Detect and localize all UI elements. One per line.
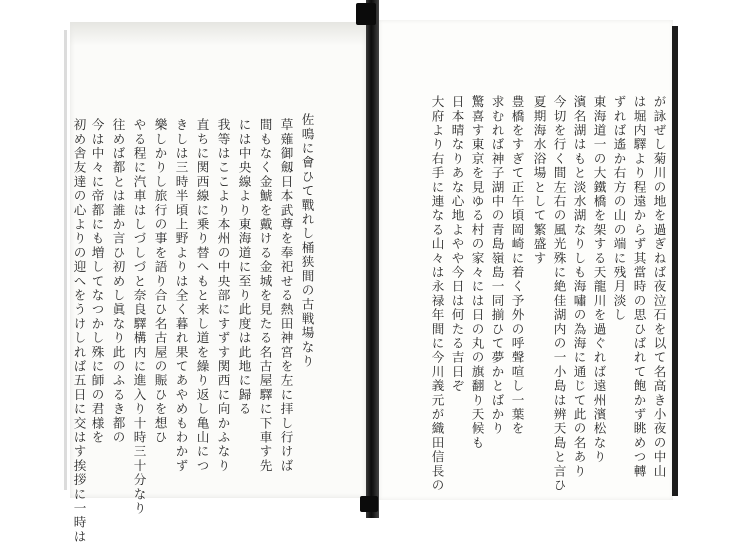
- left-page-column: 我等はここより本州の中央部にすずす関西に向かふなり: [215, 118, 231, 473]
- left-page-top-shadow: [70, 22, 366, 46]
- right-page-column: 濱名湖はもと淡水湖なりしも海嘯の為海に通じて此の名あり: [571, 95, 587, 479]
- left-page-column: 樂しかりし旅行の事を語り合ひ名古屋の賑ひを想ひ: [152, 118, 168, 445]
- right-page-column: が詠ぜし菊川の地を過ぎねば夜泣石を以て名高き小夜の中山: [651, 95, 667, 479]
- left-page-edge: [64, 30, 67, 490]
- left-page-column: 今は中々に帝都にも増してなつかし殊に師の君様を: [89, 118, 105, 445]
- right-page: [379, 20, 673, 500]
- left-page-column: には中央線より東海道に至り此度は此地に歸る: [236, 118, 252, 417]
- book-spine: [366, 0, 379, 518]
- spine-top-clip: [356, 3, 376, 25]
- left-page-column: 初め舎友達の心よりの迎へをうけしれば五日に交はす挨拶に一時は: [71, 118, 87, 544]
- right-page-column: 夏期海水浴場として繁盛す: [531, 95, 547, 266]
- left-page-column: きしは三時半頃上野よりは全く暮れ果てあやめもわかず: [173, 118, 189, 473]
- right-page-column: ずれば遙か右方の山の端に残月淡し: [611, 95, 627, 323]
- left-page-column: 間もなく金鯱を戴ける金城を見たる名古屋驛に下車す先: [257, 118, 273, 473]
- right-page-column: 東海道一の大鐵橋を架する天龍川を過ぐれば遠州濱松なり: [591, 95, 607, 465]
- left-page-column: やる程に汽車はしづしづと奈良驛構内に進入り十時三十分なり: [131, 118, 147, 516]
- right-page-column: 豊橋をすぎて正午頃岡崎に着く予外の呼聲喧し一葉を: [509, 95, 525, 436]
- right-page-column: 日本晴なりあな心地よやや今日は何たる吉日ぞ: [449, 95, 465, 394]
- right-page-column: 今切を行く間左右の風光殊に絶佳湖内の一小島は辨天島と言ひ: [551, 95, 567, 493]
- right-page-edge: [672, 26, 678, 496]
- right-page-column: は堀内驛より程遠からず其當時の思ひばれて飽かず眺めつ轉: [631, 95, 647, 479]
- spine-bottom-clip: [360, 496, 378, 512]
- right-page-column: 求むれば神子湖中の青島嶺島一同揃ひて夢かとばかり: [489, 95, 505, 436]
- left-page-column: 草薙御劔日本武尊を奉祀せる熱田神宮を左に拝し行けば: [278, 118, 294, 473]
- right-page-column: 大府より右手に連なる山々は永禄年間に今川義元が織田信長の: [429, 95, 445, 493]
- right-page-column: 驚喜す東京を見ゆる村の家々には日の丸の旗翻り天候も: [469, 95, 485, 450]
- left-page-column: 往めば都とは誰か言ひ初めし眞なり此のふるき都の: [110, 118, 126, 445]
- left-page-column: 佐鳴に會ひて戰れし桶狭間の古戦場なり: [299, 113, 315, 369]
- left-page-column: 直ちに関西線に乗り替へもと来し道を繰り返し亀山につ: [194, 118, 210, 473]
